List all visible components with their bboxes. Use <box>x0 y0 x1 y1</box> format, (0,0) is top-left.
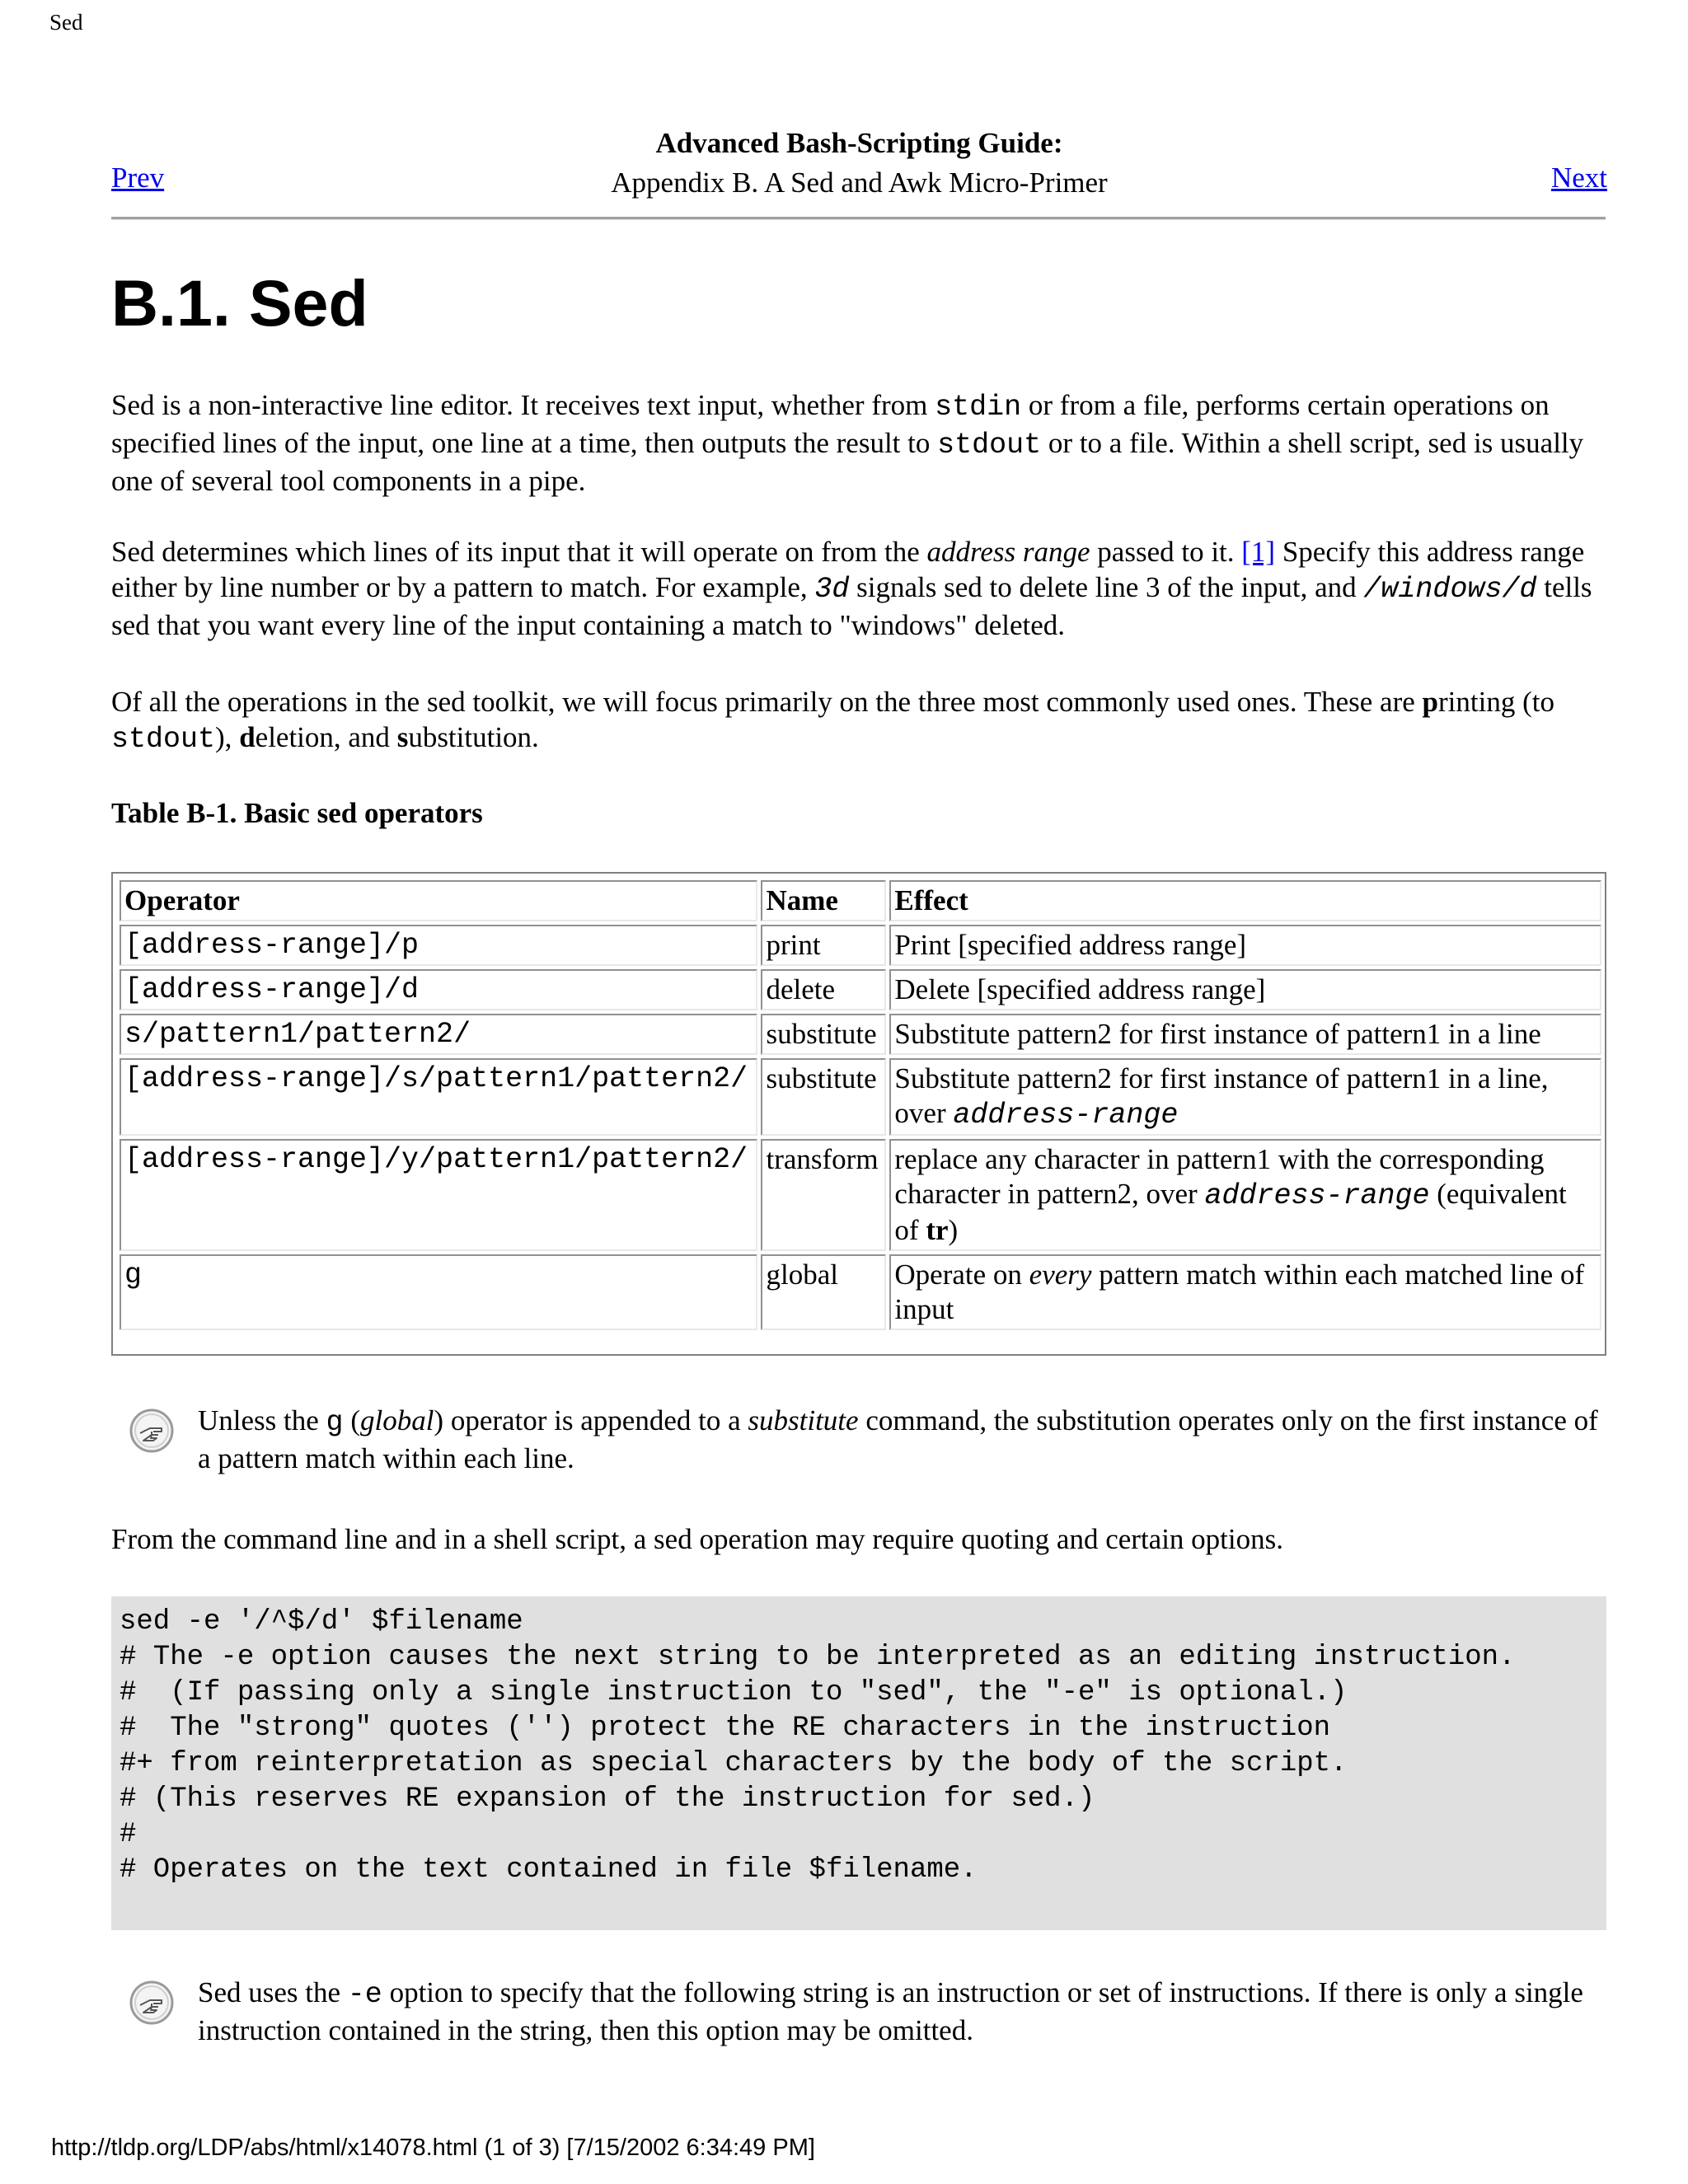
p2-text: tells sed that you want every line of the input containing a match to "windows" deleted. <box>111 571 1592 641</box>
note-pointing-hand-icon <box>129 1980 175 2026</box>
note2-code-e: -e <box>347 1978 382 2011</box>
p3-text: eletion, and <box>255 721 397 753</box>
p2-code-windows: /windows/d <box>1363 573 1537 606</box>
operations-paragraph <box>111 684 1595 757</box>
code-listing: sed -e '/^$/d' $filename # The -e option causes the next string to be interpreted as an editing instruction. # (If passing only a single instruction to "sed", the "-e" is optional.) # The "strong" quotes ('') protect the RE characters in the instruction #+ from reinterpretation as special characters by the body of the script. # (This reserves RE expansion of the instruction for sed.) # # Operates on the text contained in file $filename. <box>120 1606 1516 1886</box>
effect-text: ) <box>948 1214 959 1246</box>
table-header-row <box>120 880 1601 921</box>
prev-link[interactable]: Prev <box>111 162 165 194</box>
effect-cell <box>889 1058 1601 1136</box>
page-title: B.1. Sed <box>111 266 368 340</box>
note1-emphasis: global <box>359 1404 434 1436</box>
next-link[interactable]: Next <box>1550 162 1607 194</box>
note1-text: ( <box>343 1404 360 1436</box>
name-cell: substitute <box>761 1014 886 1055</box>
note-global-operator <box>198 1403 1599 1476</box>
note2-text: Sed uses the <box>198 1976 348 2008</box>
effect-cell <box>889 1254 1601 1330</box>
p2-text: Sed determines which lines of its input that it will operate on from the <box>111 536 927 568</box>
section-title: Appendix B. A Sed and Awk Micro-Primer <box>611 166 1108 199</box>
code-example <box>111 1596 1606 1930</box>
name-cell: global <box>761 1254 886 1330</box>
p1-text: Sed is a non-interactive line editor. It receives text input, whether from <box>111 389 935 421</box>
effect-cell: Substitute pattern2 for first instance of pattern1 in a line <box>889 1014 1601 1055</box>
operator-cell: s/pattern1/pattern2/ <box>120 1014 757 1055</box>
note1-emphasis: substitute <box>748 1404 859 1436</box>
p3-bold: p <box>1422 686 1438 718</box>
table-row <box>120 1014 1601 1055</box>
page-tab-title: Sed <box>49 10 83 35</box>
footnote-link[interactable]: [1] <box>1241 536 1276 568</box>
effect-cell: Delete [specified address range] <box>889 969 1601 1010</box>
note-e-option <box>198 1975 1599 2048</box>
p2-text: passed to it. <box>1090 536 1242 568</box>
table-caption: Table B-1. Basic sed operators <box>111 797 483 829</box>
p2-text: Specify this address range either by line number or by a pattern to match. For example, <box>111 536 1585 603</box>
operator-cell: [address-range]/p <box>120 925 757 966</box>
name-cell: substitute <box>761 1058 886 1136</box>
effect-code: address-range <box>953 1099 1179 1132</box>
note1-text: Unless the <box>198 1404 326 1436</box>
operator-cell: [address-range]/y/pattern1/pattern2/ <box>120 1139 757 1251</box>
operator-cell: g <box>120 1254 757 1330</box>
p1-text: or to a file. Within a shell script, sed is usually one of several tool components in a pipe. <box>111 427 1584 497</box>
p1-code-stdout: stdout <box>937 429 1042 462</box>
p3-text: ), <box>215 721 240 753</box>
p3-bold: s <box>396 721 409 753</box>
effect-cell: Print [specified address range] <box>889 925 1601 966</box>
name-cell: transform <box>761 1139 886 1251</box>
p2-emphasis: address range <box>926 536 1090 568</box>
table-row <box>120 925 1601 966</box>
effect-text: pattern match within each matched line of input <box>894 1258 1585 1325</box>
p3-text: ubstitution. <box>408 721 539 753</box>
effect-code: address-range <box>1204 1179 1430 1212</box>
effect-text: replace any character in pattern1 with the corresponding character in pattern2, over <box>894 1143 1545 1210</box>
p2-code-3d: 3d <box>814 573 850 606</box>
note2-text: option to specify that the following string is an instruction or set of instructions. If there is only a single instruction contained in the string, then this option may be omitted. <box>198 1976 1583 2046</box>
operator-cell: [address-range]/s/pattern1/pattern2/ <box>120 1058 757 1136</box>
header-operator: Operator <box>120 880 757 921</box>
p1-text: or from a file, performs certain operations on specified lines of the input, one line at a time, then outputs the result to <box>111 389 1550 459</box>
effect-text: Substitute pattern2 for first instance of pattern1 in a line, over <box>894 1062 1549 1129</box>
command-line-paragraph: From the command line and in a shell script, a sed operation may require quoting and certain options. <box>111 1523 1283 1555</box>
p3-text: rinting (to <box>1438 686 1554 718</box>
effect-emphasis: every <box>1029 1258 1092 1291</box>
effect-text: Operate on <box>894 1258 1029 1291</box>
table-row <box>120 1139 1601 1251</box>
address-range-paragraph <box>111 534 1595 643</box>
effect-bold: tr <box>926 1214 949 1246</box>
p1-code-stdin: stdin <box>935 391 1022 424</box>
table-row <box>120 1058 1601 1136</box>
table-row <box>120 1254 1601 1330</box>
name-cell: delete <box>761 969 886 1010</box>
p3-bold: d <box>239 721 256 753</box>
effect-cell <box>889 1139 1601 1251</box>
operator-cell: [address-range]/d <box>120 969 757 1010</box>
note1-text: command, the substitution operates only on the first instance of a pattern match within each line. <box>198 1404 1598 1474</box>
effect-text: (equivalent of <box>894 1178 1567 1246</box>
sed-operators-table <box>111 872 1606 1356</box>
p3-code-stdout: stdout <box>111 723 216 756</box>
header-name: Name <box>761 880 886 921</box>
guide-title: Advanced Bash-Scripting Guide: <box>655 127 1063 159</box>
note1-code-g: g <box>326 1406 344 1439</box>
note1-text: ) operator is appended to a <box>434 1404 748 1436</box>
p2-text: signals sed to delete line 3 of the input, and <box>849 571 1364 603</box>
name-cell: print <box>761 925 886 966</box>
header-divider <box>111 217 1606 220</box>
note-pointing-hand-icon <box>129 1408 175 1454</box>
header-effect: Effect <box>889 880 1601 921</box>
p3-text: Of all the operations in the sed toolkit, we will focus primarily on the three most commonly used ones. These are <box>111 686 1423 718</box>
page-footer-url: http://tldp.org/LDP/abs/html/x14078.html (1 of 3) [7/15/2002 6:34:49 PM] <box>51 2135 815 2161</box>
intro-paragraph <box>111 387 1595 499</box>
table-row <box>120 969 1601 1010</box>
